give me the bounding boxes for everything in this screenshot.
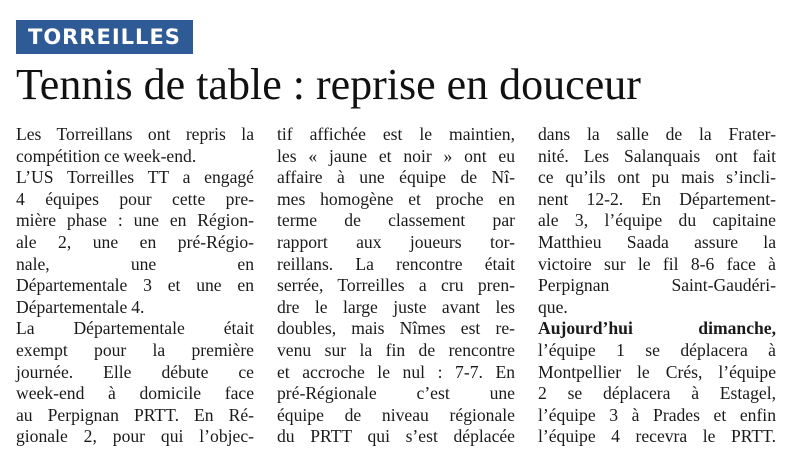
article-line: dre le large juste avant les: [277, 296, 515, 317]
article-line: rapport aux joueurs tor-: [277, 231, 515, 252]
article-line: ale 2, une en pré-Régio-: [16, 231, 254, 252]
article-line: L’US Torreilles TT a engagé: [16, 167, 254, 188]
article-column-2: [277, 124, 515, 448]
article-line: ale 3, l’équipe du capitaine: [538, 210, 776, 231]
article-line: Les Torreillans ont repris la: [16, 124, 254, 144]
article-line: La Départementale était: [16, 318, 254, 339]
article-line: doubles, mais Nîmes est re-: [277, 318, 515, 339]
article-line: gionale 2, pour qui l’objec-: [16, 426, 254, 447]
article-line: mes homogène et proche en: [277, 188, 515, 209]
article-line: Montpellier le Crés, l’équipe: [538, 361, 776, 382]
article-line: reillans. La rencontre était: [277, 253, 515, 274]
article-line: venu sur la fin de rencontre: [277, 339, 515, 360]
article-headline: Tennis de table : reprise en douceur: [16, 60, 641, 109]
article-line: l’équipe 3 à Prades et enfin: [538, 404, 776, 425]
section-rubric: TORREILLES: [16, 20, 193, 54]
article-line: nité. Les Salanquais ont fait: [538, 145, 776, 166]
article-line: 2 se déplacera à Estagel,: [538, 383, 776, 404]
article-line: Départementale 4.: [16, 296, 145, 317]
article-line: Perpignan Saint-Gaudéri-: [538, 275, 776, 296]
article-line: que.: [538, 296, 568, 317]
article-line: du PRTT qui s’est déplacée: [277, 426, 515, 447]
article-line: exempt pour la première: [16, 339, 254, 360]
article-line: équipe de niveau régionale: [277, 404, 515, 425]
article-line: mière phase : une en Région-: [16, 210, 254, 231]
article-line: journée. Elle débute ce: [16, 361, 254, 382]
article-line: ce qu’ils ont pu mais s’incli-: [538, 167, 776, 188]
article-line: au Perpignan PRTT. En Ré-: [16, 404, 254, 425]
article-line: nale, une en: [16, 253, 254, 274]
article-line: pré-Régionale c’est une: [277, 383, 515, 404]
article-column-3: [538, 124, 776, 448]
article-line: tif affichée est le maintien,: [277, 124, 515, 144]
article-line: et accroche le nul : 7-7. En: [277, 361, 515, 382]
article-line: compétition ce week-end.: [16, 145, 197, 166]
article-line: nent 12-2. En Département-: [538, 188, 776, 209]
article-line: Départementale 3 et une en: [16, 275, 254, 296]
article-line: Matthieu Saada assure la: [538, 231, 776, 252]
article-column-1: [16, 124, 254, 448]
article-line: 4 équipes pour cette pre-: [16, 188, 254, 209]
article-line: affaire à une équipe de Nî-: [277, 167, 515, 188]
article-line-subheading: Aujourd’hui dimanche,: [538, 318, 776, 339]
article-line: l’équipe 4 recevra le PRTT.: [538, 426, 776, 447]
article-line: terme de classement par: [277, 210, 515, 231]
article-line: week-end à domicile face: [16, 383, 254, 404]
article-line: l’équipe 1 se déplacera à: [538, 339, 776, 360]
article-line: les « jaune et noir » ont eu: [277, 145, 515, 166]
article-line: victoire sur le fil 8-6 face à: [538, 253, 776, 274]
article-line: serrée, Torreilles a cru pren-: [277, 275, 515, 296]
article-line: dans la salle de la Frater-: [538, 124, 776, 144]
